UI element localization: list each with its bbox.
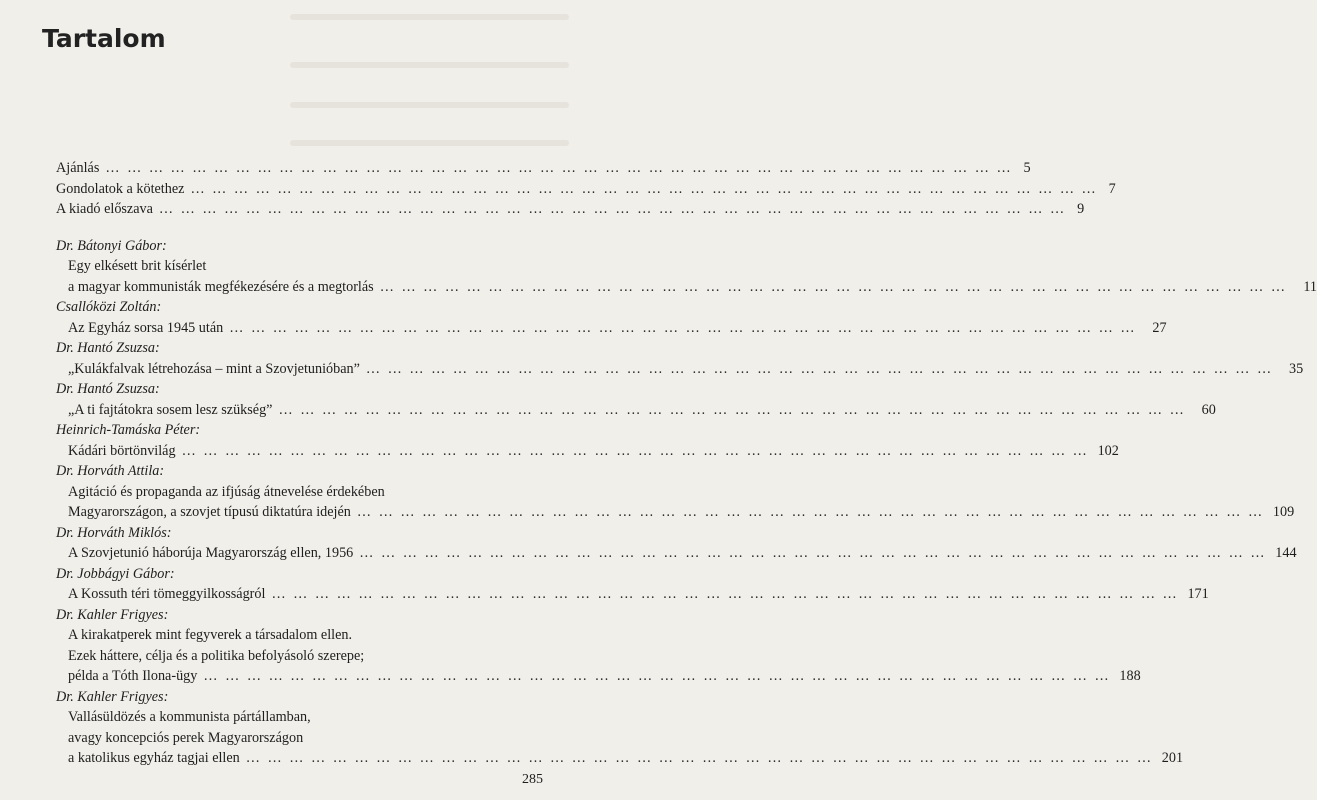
toc-entry[interactable] [56, 420, 1119, 461]
toc-entry-page: 60 [1201, 401, 1216, 418]
toc-entry-page: 102 [1097, 442, 1119, 459]
dot-leader: … … … … … … … … … … … … … … … … … … … … … … … … … … … … … … … … … … … … … … … … … … [359, 545, 1267, 561]
dot-leader: … … … … … … … … … … … … … … … … … … … … … … … … … … … … … … … … … … … … … … … … … … [356, 504, 1265, 520]
dot-leader: … … … … … … … … … … … … … … … … … … … … … … … … … … … … … … … … … … … … … … … … … … [278, 401, 1186, 418]
toc-entry-title: Vallásüldözés a kommunista pártállamban, [68, 709, 311, 725]
toc-front-item[interactable] [56, 179, 1116, 200]
toc-entry-title: „A ti fajtátokra sosem lesz szükség” [68, 401, 273, 418]
toc-entry-title: avagy koncepciós perek Magyarországon [68, 729, 304, 746]
toc-entry-title: „Kulákfalvak létrehozása – mint a Szovjetunióban” [68, 360, 360, 377]
toc-entry-title-line [68, 482, 556, 503]
dot-leader: … … … … … … … … … … … … … … … … … … … … … … … … … … … … … … … … … … … … … … … … … … [271, 586, 1179, 602]
toc-entry-page: 171 [1187, 586, 1209, 602]
toc-entry-title: a magyar kommunisták megfékezésére és a megtorlás [68, 278, 374, 295]
dot-leader: … … … … … … … … … … … … … … … … … … … … … … … … … … … … … … … … … … … … … … … … … … [105, 160, 1013, 176]
toc-entry[interactable] [56, 236, 1317, 298]
toc-item-title: Gondolatok a kötethez [56, 180, 185, 197]
toc-entry-title: A Szovjetunió háborúja Magyarország ellen, 1956 [68, 545, 354, 561]
toc-entry-title-line [68, 646, 556, 667]
toc-entry-title-line [68, 543, 1297, 564]
page-title: Tartalom [42, 24, 166, 53]
dot-leader: … … … … … … … … … … … … … … … … … … … … … … … … … … … … … … … … … … … … … … … … … … [203, 668, 1111, 684]
toc-entry-title-line [68, 584, 1209, 605]
toc-entry-page: 11 [1303, 278, 1317, 295]
toc-item-title: Ajánlás [56, 160, 100, 176]
toc-entry-title: Magyarországon, a szovjet típusú diktatúra idején [68, 504, 351, 520]
bleed-through-line [290, 102, 569, 108]
toc-entry-title: Agitáció és propaganda az ifjúság átnevelése érdekében [68, 483, 385, 500]
toc-entry-title: Kádári börtönvilág [68, 442, 176, 459]
dot-leader: … … … … … … … … … … … … … … … … … … … … … … … … … … … … … … … … … … … … … … … … … … [181, 442, 1089, 459]
toc-entry-page: 201 [1161, 750, 1184, 766]
dot-leader: … … … … … … … … … … … … … … … … … … … … … … … … … … … … … … … … … … … … … … … … … … [365, 360, 1274, 377]
dot-leader: … … … … … … … … … … … … … … … … … … … … … … … … … … … … … … … … … … … … … … … … … … [229, 319, 1137, 336]
toc-entry[interactable] [56, 605, 1141, 687]
toc-entry[interactable] [56, 564, 1209, 605]
toc-entry-page: 144 [1275, 545, 1297, 561]
toc-entry-title-line [68, 625, 556, 646]
toc-entry-author: Dr. Kahler Frigyes: [56, 606, 169, 623]
table-of-contents [56, 158, 1317, 769]
toc-entry[interactable] [56, 379, 1216, 420]
toc-entry-page: 188 [1119, 668, 1141, 684]
toc-entry-author: Csallóközi Zoltán: [56, 299, 162, 315]
bleed-through-line [290, 14, 569, 20]
toc-entry-title-line [68, 400, 1216, 421]
toc-entry-title: A Kossuth téri tömeggyilkosságról [68, 586, 266, 602]
toc-entry-title-line [68, 441, 1119, 462]
toc-entry-page: 109 [1272, 504, 1295, 520]
toc-entry-title: példa a Tóth Ilona-ügy [68, 668, 198, 684]
toc-entry-title-line [68, 728, 556, 749]
toc-item-page: 5 [1023, 160, 1031, 176]
toc-entry-author: Dr. Kahler Frigyes: [56, 688, 169, 705]
dot-leader: … … … … … … … … … … … … … … … … … … … … … … … … … … … … … … … … … … … … … … … … … … [379, 278, 1287, 295]
toc-entry-title-line [68, 256, 556, 277]
toc-item-page: 7 [1108, 180, 1116, 197]
toc-entry-page: 27 [1152, 319, 1167, 336]
toc-entry-title-line [68, 502, 1295, 523]
toc-entry-title-line [68, 359, 1304, 380]
toc-item-page: 9 [1077, 201, 1085, 217]
toc-entry-author: Heinrich-Tamáska Péter: [56, 422, 201, 438]
toc-entry[interactable] [56, 687, 1184, 769]
toc-entry-author: Dr. Hantó Zsuzsa: [56, 340, 160, 356]
author-entries [56, 236, 1317, 769]
dot-leader: … … … … … … … … … … … … … … … … … … … … … … … … … … … … … … … … … … … … … … … … … … [158, 201, 1067, 217]
toc-entry-title-line [68, 707, 556, 728]
page-number: 285 [522, 772, 543, 787]
dot-leader: … … … … … … … … … … … … … … … … … … … … … … … … … … … … … … … … … … … … … … … … … … [190, 180, 1098, 197]
toc-entry-title: a katolikus egyház tagjai ellen [68, 750, 240, 766]
toc-item-title: A kiadó előszava [56, 201, 153, 217]
toc-entry[interactable] [56, 338, 1304, 379]
bleed-through-line [290, 62, 569, 68]
toc-entry-author: Dr. Horváth Attila: [56, 463, 165, 479]
toc-entry-title-line [68, 666, 1141, 687]
toc-entry-author: Dr. Horváth Miklós: [56, 524, 172, 541]
front-matter-list [56, 158, 1116, 220]
toc-entry-page: 35 [1289, 360, 1304, 377]
toc-entry-title: Az Egyház sorsa 1945 után [68, 319, 224, 336]
toc-front-item[interactable] [56, 199, 1085, 220]
toc-entry-title: Ezek háttere, célja és a politika befolyásoló szerepe; [68, 647, 365, 664]
dot-leader: … … … … … … … … … … … … … … … … … … … … … … … … … … … … … … … … … … … … … … … … … … [245, 750, 1154, 766]
toc-entry-author: Dr. Hantó Zsuzsa: [56, 381, 160, 397]
toc-front-item[interactable] [56, 158, 1031, 179]
toc-entry[interactable] [56, 523, 1297, 564]
toc-entry-author: Dr. Jobbágyi Gábor: [56, 565, 175, 582]
bleed-through-line [290, 140, 569, 146]
toc-entry-title-line [68, 318, 1167, 339]
toc-entry-title: Egy elkésett brit kísérlet [68, 258, 207, 274]
toc-entry-title: A kirakatperek mint fegyverek a társadalom ellen. [68, 627, 353, 643]
toc-entry[interactable] [56, 461, 1295, 523]
toc-entry[interactable] [56, 297, 1167, 338]
toc-entry-title-line [68, 748, 1184, 769]
toc-entry-title-line [68, 277, 1317, 298]
toc-entry-author: Dr. Bátonyi Gábor: [56, 237, 167, 254]
